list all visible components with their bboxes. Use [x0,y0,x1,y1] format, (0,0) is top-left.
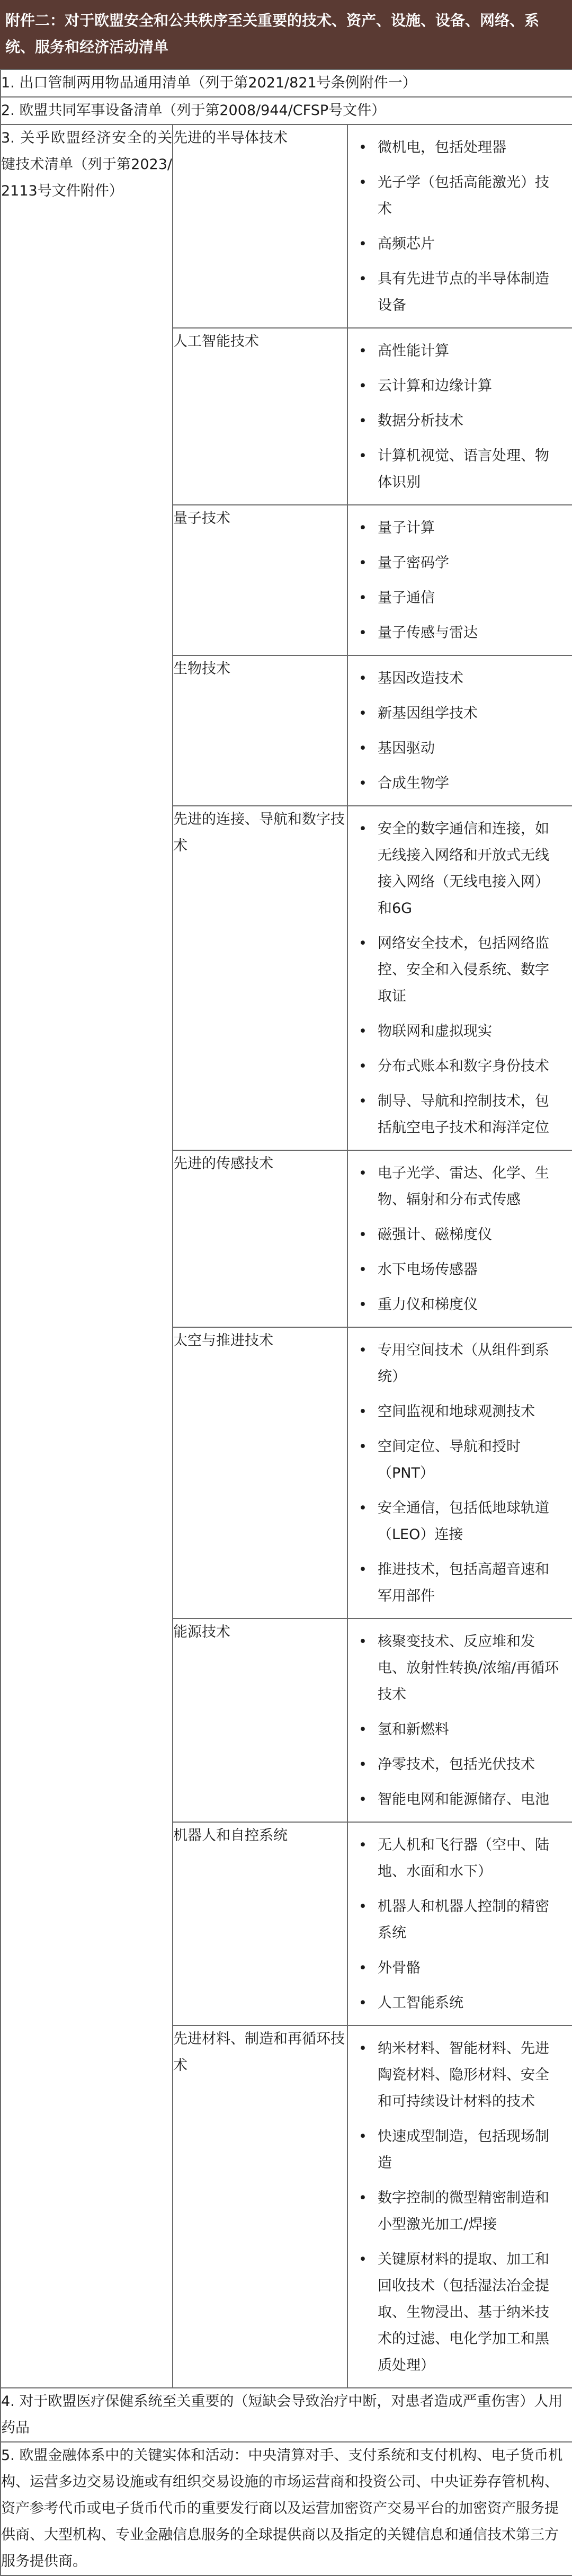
technology-list [348,505,572,655]
technology-item: • 核聚变技术、反应堆和发电、放射性转换/浓缩/再循环技术 [356,1629,562,1708]
category-name: 量子技术 [173,505,347,655]
category-items-cell [347,655,572,806]
category-items-cell [347,1327,572,1619]
technology-item: • 机器人和机器人控制的精密系统 [356,1894,562,1947]
annex-title: 附件二：对于欧盟安全和公共秩序至关重要的技术、资产、设施、设备、网络、系统、服务和经济活动清单 [0,0,572,69]
category-name: 先进的半导体技术 [173,125,347,328]
technology-list [348,656,572,805]
technology-item: • 空间定位、导航和授时（PNT） [356,1434,562,1487]
category-items-cell [347,1619,572,1822]
category-name: 能源技术 [173,1619,347,1822]
item-5-text: 5. 欧盟金融体系中的关键实体和活动：中央清算对手、支付系统和支付机构、电子货币机构、运营多边交易设施或有组织交易设施的市场运营商和投资公司、中央证券存管机构、资产参考代币或电子货币代币的重要发行商以及运营加密资产交易平台的加密资产服务提供商、大型机构、专业金融信息服务的全球提供商以及指定的关键信息和通信技术第三方服务提供商。 [1,2442,572,2575]
item-3-label: 3. 关乎欧盟经济安全的关键技术清单（列于第2023/2113号文件附件） [1,125,173,2388]
technology-item: • 水下电场传感器 [356,1257,562,1283]
category-items-cell [347,125,572,328]
category-items-cell [347,328,572,505]
technology-item: • 纳米材料、智能材料、先进陶瓷材料、隐形材料、安全和可持续设计材料的技术 [356,2036,562,2115]
technology-list [348,125,572,327]
category-items-cell [347,806,572,1150]
technology-item: • 具有先进节点的半导体制造设备 [356,266,562,319]
category-items-cell [347,505,572,655]
technology-list [348,1619,572,1822]
technology-item: • 数据分析技术 [356,408,562,434]
technology-item: • 无人机和飞行器（空中、陆地、水面和水下） [356,1832,562,1885]
technology-item: • 量子通信 [356,585,562,611]
item-2-text: 2. 欧盟共同军事设备清单（列于第2008/944/CFSP号文件） [1,97,572,125]
technology-list [348,328,572,504]
technology-item: • 安全的数字通信和连接，如无线接入网络和开放式无线接入网络（无线电接入网）和6G [356,816,562,922]
category-name: 先进材料、制造和再循环技术 [173,2026,347,2388]
technology-item: • 氢和新燃料 [356,1717,562,1743]
technology-item: • 微机电，包括处理器 [356,135,562,161]
technology-item: • 云计算和边缘计算 [356,373,562,399]
technology-item: • 高频芯片 [356,231,562,257]
technology-item: • 制导、导航和控制技术，包括航空电子技术和海洋定位 [356,1088,562,1141]
category-name: 先进的传感技术 [173,1150,347,1327]
category-name: 生物技术 [173,655,347,806]
technology-item: • 专用空间技术（从组件到系统） [356,1337,562,1390]
item-1-text: 1. 出口管制两用物品通用清单（列于第2021/821号条例附件一） [1,69,572,97]
row-item-4 [1,2388,572,2442]
row-item-5 [1,2442,572,2575]
row-tech-category [1,125,572,328]
technology-item: • 量子密码学 [356,550,562,576]
technology-item: • 净零技术，包括光伏技术 [356,1752,562,1778]
technology-item: • 安全通信，包括低地球轨道（LEO）连接 [356,1495,562,1548]
technology-item: • 基因驱动 [356,735,562,762]
technology-item: • 物联网和虚拟现实 [356,1018,562,1045]
technology-item: • 光子学（包括高能激光）技术 [356,170,562,223]
technology-item: • 重力仪和梯度仪 [356,1292,562,1318]
technology-list [348,1328,572,1618]
row-item-1 [1,69,572,97]
technology-item: • 分布式账本和数字身份技术 [356,1053,562,1080]
category-items-cell [347,1150,572,1327]
technology-item: • 合成生物学 [356,770,562,797]
technology-item: • 高性能计算 [356,338,562,365]
category-name: 机器人和自控系统 [173,1822,347,2026]
technology-item: • 电子光学、雷达、化学、生物、辐射和分布式传感 [356,1160,562,1213]
technology-item: • 磁强计、磁梯度仪 [356,1222,562,1248]
technology-list [348,1151,572,1327]
technology-item: • 计算机视觉、语言处理、物体识别 [356,443,562,496]
row-item-2 [1,97,572,125]
technology-item: • 推进技术，包括高超音速和军用部件 [356,1557,562,1610]
technology-list [348,806,572,1150]
technology-item: • 量子传感与雷达 [356,620,562,646]
technology-item: • 关键原材料的提取、加工和回收技术（包括湿法冶金提取、生物浸出、基于纳米技术的过滤、电化学加工和黑质处理） [356,2246,562,2379]
category-name: 先进的连接、导航和数字技术 [173,806,347,1150]
technology-item: • 量子计算 [356,515,562,541]
technology-item: • 外骨骼 [356,1955,562,1982]
category-items-cell [347,1822,572,2026]
annex-table [0,69,572,2576]
category-name: 太空与推进技术 [173,1327,347,1619]
technology-list [348,2026,572,2387]
technology-item: • 智能电网和能源储存、电池 [356,1787,562,1813]
technology-item: • 空间监视和地球观测技术 [356,1399,562,1425]
technology-item: • 新基因组学技术 [356,700,562,727]
technology-item: • 基因改造技术 [356,665,562,692]
category-items-cell [347,2026,572,2388]
item-4-text: 4. 对于欧盟医疗保健系统至关重要的（短缺会导致治疗中断，对患者造成严重伤害）人用药品 [1,2388,572,2442]
technology-item: • 数字控制的微型精密制造和小型激光加工/焊接 [356,2185,562,2238]
technology-list [348,1823,572,2025]
technology-item: • 人工智能系统 [356,1990,562,2017]
technology-item: • 网络安全技术，包括网络监控、安全和入侵系统、数字取证 [356,930,562,1010]
category-name: 人工智能技术 [173,328,347,505]
technology-item: • 快速成型制造，包括现场制造 [356,2124,562,2177]
